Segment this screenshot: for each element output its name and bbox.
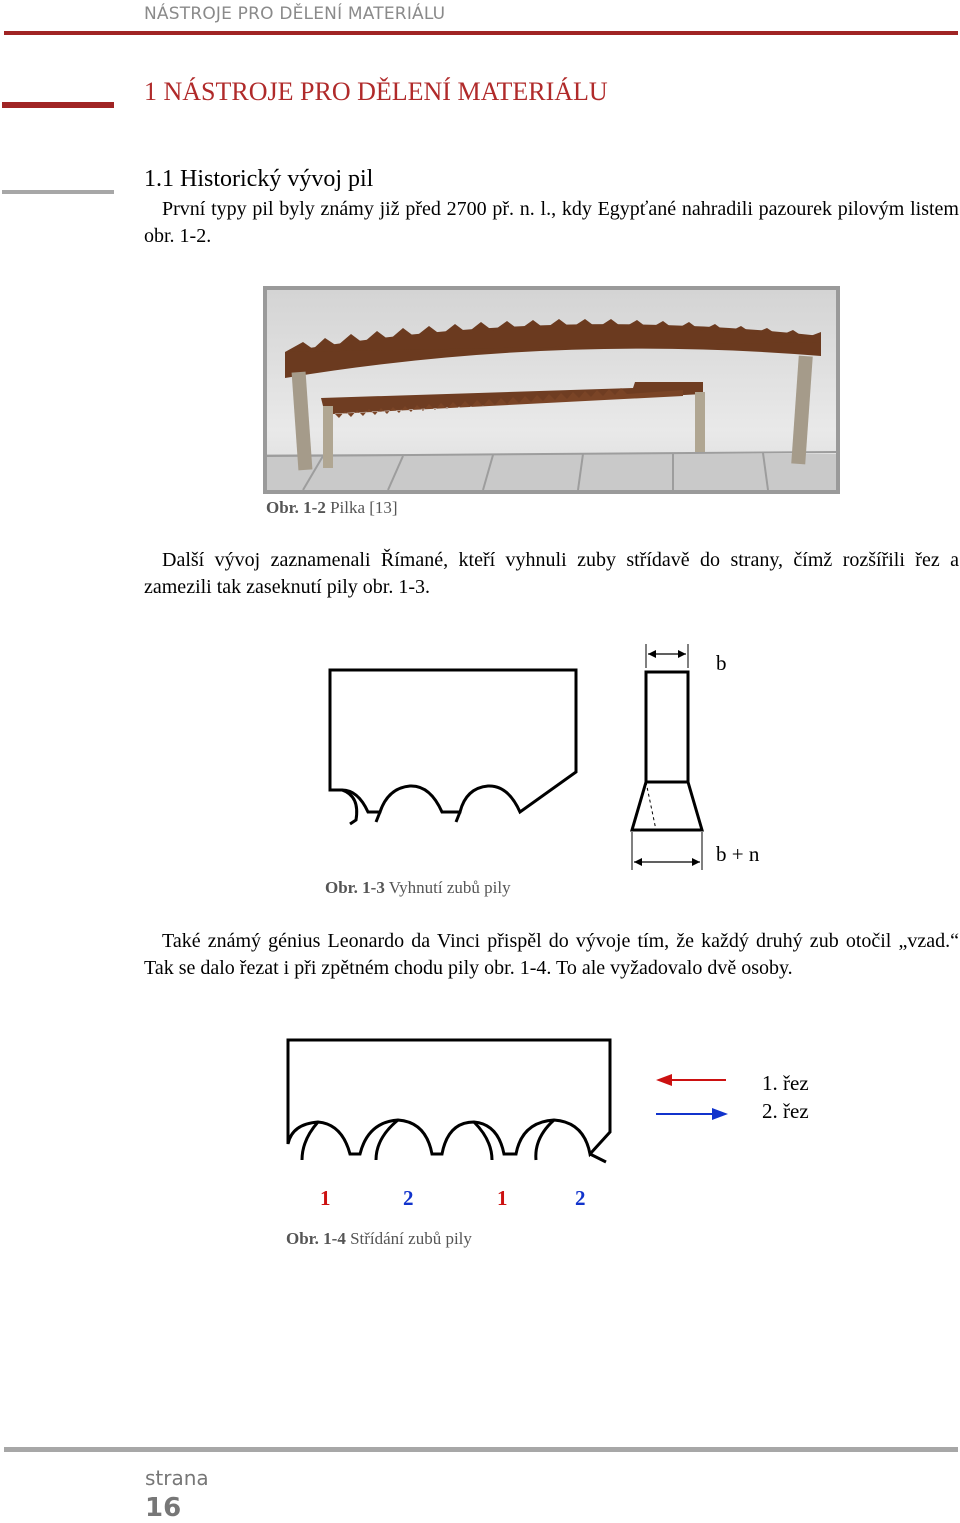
dimension-bn-label: b + n (716, 842, 760, 866)
figure-1-3-diagram (320, 640, 760, 870)
footer-page-label: strana (145, 1466, 209, 1490)
legend-second-cut: 2. řez (762, 1099, 809, 1123)
bent-teeth-outline (632, 782, 702, 830)
section-marker (2, 190, 114, 194)
footer-rule (4, 1447, 958, 1452)
figure-1-3-caption (325, 878, 511, 898)
figure-1-2-text: Pilka [13] (330, 498, 398, 517)
tooth-number-4: 2 (575, 1186, 586, 1210)
blade-cross-section (646, 672, 688, 782)
paragraph-3-text: Také známý génius Leonardo da Vinci přispěl do vývoje tím, že každý druhý zub otočil „vzad.“ Tak se dalo řezat i při zpětném chodu pily obr. 1-4. To ale vyžadovalo dvě osoby. (144, 930, 959, 979)
chapter-title: 1 NÁSTROJE PRO DĚLENÍ MATERIÁLU (144, 77, 608, 106)
saw-blade-outline (330, 670, 576, 812)
tooth-number-3: 1 (497, 1186, 508, 1210)
figure-1-2-caption (266, 498, 398, 518)
running-header: NÁSTROJE PRO DĚLENÍ MATERIÁLU (144, 4, 446, 24)
figure-1-3-drawing (320, 640, 760, 870)
header-rule (4, 31, 958, 35)
section-title: 1.1 Historický vývoj pil (144, 166, 374, 192)
saw-photo-image (263, 286, 840, 494)
footer-page-number: 16 (145, 1493, 182, 1523)
figure-1-4-diagram (284, 1036, 734, 1172)
figure-1-2-label: Obr. 1-2 (266, 498, 326, 517)
alternating-teeth-blade (288, 1040, 610, 1154)
paragraph-1 (144, 196, 959, 250)
paragraph-2 (144, 547, 959, 601)
paragraph-3 (144, 928, 959, 982)
figure-1-4-drawing (284, 1036, 734, 1172)
figure-1-3-text: Vyhnutí zubů pily (388, 878, 511, 897)
figure-1-4-caption (286, 1229, 472, 1249)
legend-first-cut: 1. řez (762, 1071, 809, 1095)
figure-1-3-label: Obr. 1-3 (325, 878, 385, 897)
figure-1-4-text: Střídání zubů pily (350, 1229, 472, 1248)
chapter-marker (2, 102, 114, 108)
tooth-number-2: 2 (403, 1186, 414, 1210)
saw-photo (263, 286, 840, 494)
paragraph-1-text: První typy pil byly známy již před 2700 př. n. l., kdy Egypťané nahradili pazourek pilovým listem obr. 1-2. (144, 198, 959, 247)
dimension-b-label: b (716, 651, 727, 675)
tooth-number-1: 1 (320, 1186, 331, 1210)
figure-1-4-label: Obr. 1-4 (286, 1229, 346, 1248)
paragraph-2-text: Další vývoj zaznamenali Římané, kteří vyhnuli zuby střídavě do strany, čímž rozšířili řez a zamezili tak zaseknutí pily obr. 1-3. (144, 549, 959, 598)
